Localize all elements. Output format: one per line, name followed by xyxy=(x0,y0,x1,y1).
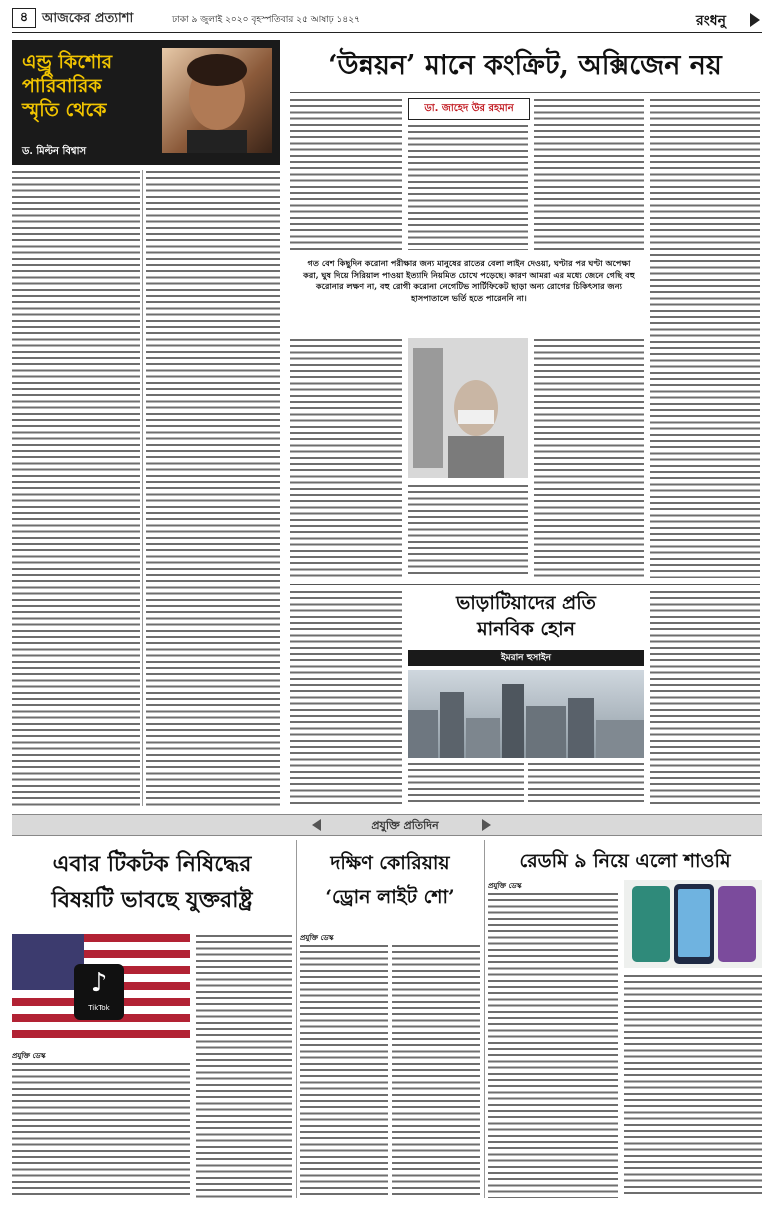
korea-byline: প্রযুক্তি ডেস্ক xyxy=(300,934,334,942)
tech-divider-1 xyxy=(296,840,297,1198)
tiktok-body-a xyxy=(12,1062,190,1198)
tiktok-flag-photo xyxy=(12,934,190,1044)
korea-headline-line1: দক্ষিণ কোরিয়ায় xyxy=(330,852,450,874)
paper-name-logo: আজকের প্রত্যাশা xyxy=(42,11,134,26)
tiktok-logo-box xyxy=(74,964,124,1020)
lead-photo-woman-mask xyxy=(408,338,528,478)
tech-banner-title: প্রযুক্তি প্রতিদিন xyxy=(371,819,439,832)
rent-headline xyxy=(408,590,644,648)
section-name: রংধনু xyxy=(696,13,726,29)
lead-body-col7 xyxy=(534,338,644,578)
memoir-divider xyxy=(142,170,143,806)
tech-banner xyxy=(12,814,762,836)
section-arrow-icon xyxy=(750,13,760,27)
tiktok-headline-line1: এবার টিকটক নিষিদ্ধের xyxy=(52,851,252,877)
memoir-title-line2: পারিবারিক xyxy=(22,75,102,97)
rent-body-col-left xyxy=(290,590,402,806)
lead-bottom-rule xyxy=(290,584,760,585)
banner-arrow-left-icon xyxy=(312,819,321,831)
lead-body-col2 xyxy=(408,124,528,250)
memoir-body-col1 xyxy=(12,170,140,806)
banner-arrow-right-icon xyxy=(482,819,491,831)
memoir-title-line1: এন্ড্রু কিশোর xyxy=(22,51,113,73)
korea-headline xyxy=(300,846,480,926)
page-number: ৪ xyxy=(12,8,36,28)
korea-body-col1 xyxy=(300,944,388,1198)
redmi-byline: প্রযুক্তি ডেস্ক xyxy=(488,882,522,890)
redmi-body-col2 xyxy=(624,974,762,1198)
dateline: ঢাকা ৯ জুলাই ২০২০ বৃহস্পতিবার ২৫ আষাঢ় ১৪২৭ xyxy=(172,15,360,25)
memoir-author: ড. মিল্টন বিশ্বাস xyxy=(22,146,87,157)
korea-body-col2 xyxy=(392,944,480,1198)
tech-divider-2 xyxy=(484,840,485,1198)
rent-headline-line1: ভাড়াটিয়াদের প্রতি xyxy=(456,592,596,614)
andrew-kishore-photo xyxy=(162,48,272,153)
rent-body-col3 xyxy=(528,762,644,806)
lead-headline: ‘উন্নয়ন’ মানে কংক্রিট, অক্সিজেন নয় xyxy=(290,40,760,93)
lead-body-col5 xyxy=(290,338,402,578)
memoir-body-col2 xyxy=(146,170,280,806)
lead-author-box xyxy=(408,98,530,120)
tiktok-headline xyxy=(12,846,292,926)
masthead xyxy=(12,6,762,33)
lead-body-col1 xyxy=(290,98,402,250)
lead-body-col6 xyxy=(408,484,528,578)
tiktok-byline: প্রযুক্তি ডেস্ক xyxy=(12,1052,46,1060)
redmi-body-col1 xyxy=(488,892,618,1198)
redmi-headline: রেডমি ৯ নিয়ে এলো শাওমি xyxy=(519,850,731,872)
lead-author: ডা. জাহেদ উর রহমান xyxy=(424,103,514,114)
rent-headline-line2: মানবিক হোন xyxy=(477,618,575,640)
rent-photo-city xyxy=(408,670,644,758)
tiktok-logo-label: TikTok xyxy=(88,1004,110,1012)
memoir-title xyxy=(22,50,112,122)
rent-body-col-right xyxy=(650,590,760,806)
rent-body-col2 xyxy=(408,762,524,806)
memoir-title-line3: স্মৃতি থেকে xyxy=(22,99,107,121)
rent-author: ইমরান হুসাইন xyxy=(500,653,552,663)
memoir-header xyxy=(12,40,280,165)
korea-headline-line2: ‘ড্রোন লাইট শো’ xyxy=(325,886,455,908)
tiktok-body-b xyxy=(196,934,292,1198)
rent-author-bar xyxy=(408,650,644,666)
lead-body-col3 xyxy=(534,98,644,250)
tiktok-note-icon: ♪ xyxy=(90,968,108,998)
redmi-phone-photo xyxy=(624,880,762,968)
lead-body-col4 xyxy=(650,98,760,578)
tiktok-headline-line2: বিষয়টি ভাবছে যুক্তরাষ্ট্র xyxy=(51,887,253,913)
lead-pullquote: গত বেশ কিছুদিন করোনা পরীক্ষার জন্য মানুষের রাতের বেলা লাইন দেওয়া, ঘণ্টার পর ঘণ্টা অপেক্ষা করা, ঘুষ দিয়ে সিরিয়াল পাওয়া ইত্যাদি নিয়মিত চোখে পড়েছে। কারণ আমরা এর মধ্যে জেনে গেছি বহু করোনার লক্ষণ না, বহু রোগী করোনা নেগেটিভ সার্টিফিকেট ছাড়া অন্য রোগের চিকিৎসার জন্য হাসপাতালে ভর্তি হতে পারেননি না। xyxy=(303,258,635,303)
